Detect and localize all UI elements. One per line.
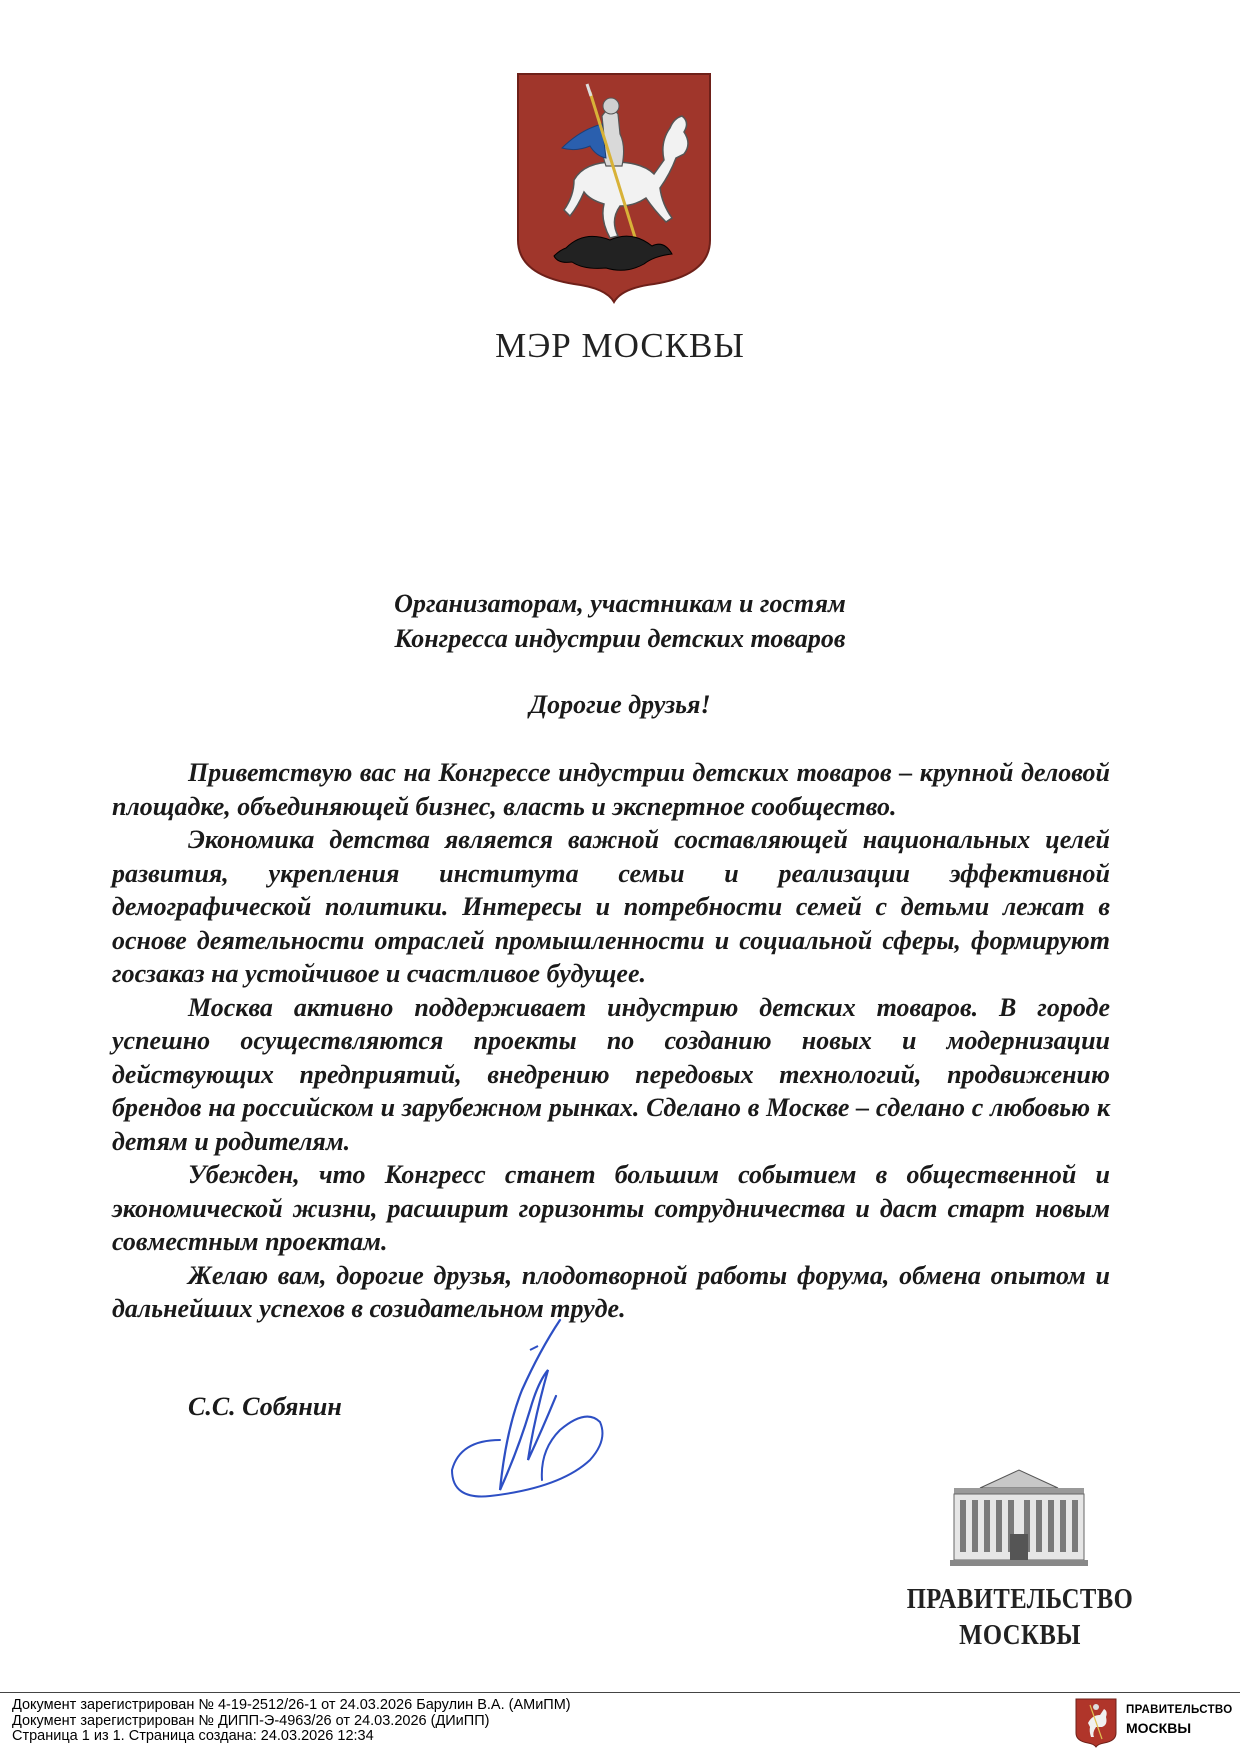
government-name-line: ПРАВИТЕЛЬСТВО [906, 1584, 1134, 1615]
paragraph: Приветствую вас на Конгрессе индустрии детских товаров – крупной деловой площадке, объединяющей бизнес, власть и экспертное сообщество. [112, 758, 1110, 821]
paragraph: Экономика детства является важной составляющей национальных целей развития, укрепления института семьи и реализации эффективной демографической политики. Интересы и потребности семей с детьми лежат в основе деятельности отраслей промышленности и социальной сферы, формируют госзаказ на устойчивое и счастливое будущее. [112, 825, 1110, 988]
registration-footer [12, 1698, 571, 1745]
footer-org-line: МОСКВЫ [1126, 1720, 1192, 1736]
footer-line: Документ зарегистрирован № 4-19-2512/26-1 от 24.03.2026 Барулин В.А. (АМиПМ) [12, 1697, 571, 1713]
paragraph: Желаю вам, дорогие друзья, плодотворной работы форума, обмена опытом и дальнейших успехов в созидательном труде. [112, 1260, 1110, 1323]
government-name [897, 1582, 1143, 1654]
addressee-line: Организаторам, участникам и гостям [394, 589, 846, 618]
signer-name: С.С. Собянин [188, 1392, 342, 1421]
footer-line: Страница 1 из 1. Страница создана: 24.03.2026 12:34 [12, 1728, 374, 1744]
paragraph: Москва активно поддерживает индустрию детских товаров. В городе успешно осуществляются проекты по созданию новых и модернизации действующих предприятий, внедрению передовых технологий, продвижению брендов на российском и зарубежном рынках. Сделано в Москве – сделано с любовью к детям и родителям. [112, 992, 1110, 1156]
letter-body [112, 756, 1110, 1326]
government-name-line: МОСКВЫ [959, 1620, 1081, 1651]
mayor-title: МЭР МОСКВЫ [495, 326, 745, 365]
footer-divider [0, 1692, 1240, 1693]
footer-org-name [1126, 1704, 1232, 1736]
footer-org-line: ПРАВИТЕЛЬСТВО [1126, 1704, 1233, 1716]
moscow-coat-of-arms-icon [514, 70, 714, 306]
addressee [0, 586, 1240, 656]
footer-line: Документ зарегистрирован № ДИПП-Э-4963/26 от 24.03.2026 (ДИиПП) [12, 1712, 490, 1729]
moscow-government-logo-icon [1074, 1697, 1118, 1749]
paragraph: Убежден, что Конгресс станет большим событием в общественной и экономической жизни, расширит горизонты сотрудничества и даст старт новым совместным проектам. [112, 1160, 1110, 1256]
addressee-line: Конгресса индустрии детских товаров [394, 624, 846, 653]
greeting: Дорогие друзья! [529, 690, 711, 719]
government-building-icon [950, 1468, 1088, 1568]
handwritten-signature-icon [430, 1310, 630, 1510]
